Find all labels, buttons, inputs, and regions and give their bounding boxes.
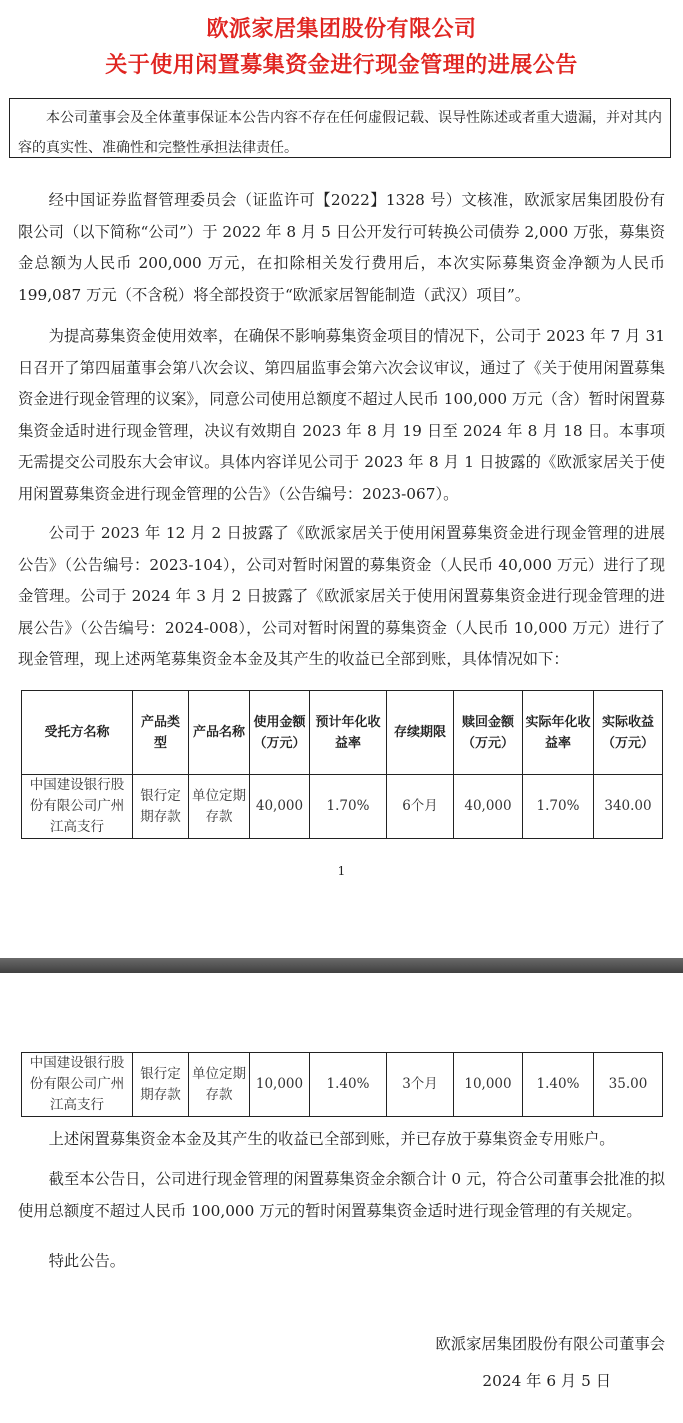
paragraph-funds-returned: 上述闲置募集资金本金及其产生的收益已全部到账，并已存放于募集资金专用账户。 <box>48 1130 615 1148</box>
cell-amount: 10,000 <box>250 1053 310 1117</box>
cell-trustee: 中国建设银行股份有限公司广州江高支行 <box>22 775 133 839</box>
cell-expected-rate: 1.40% <box>310 1053 387 1117</box>
cell-actual-income: 340.00 <box>594 775 663 839</box>
signature-org: 欧派家居集团股份有限公司董事会 <box>435 1335 665 1353</box>
disclaimer-box: 本公司董事会及全体董事保证本公告内容不存在任何虚假记载、误导性陈述或者重大遗漏，并对其内容的真实性、准确性和完整性承担法律责任。 <box>9 98 671 158</box>
cash-management-table-continued <box>21 1052 663 1117</box>
cell-term: 6个月 <box>387 775 454 839</box>
table-header-row <box>22 691 663 775</box>
header-redeemed: 赎回金额（万元） <box>454 691 523 775</box>
cell-amount: 40,000 <box>250 775 310 839</box>
cell-term: 3个月 <box>387 1053 454 1117</box>
header-actual-rate: 实际年化收益率 <box>523 691 594 775</box>
paragraph-balance: 截至本公告日，公司进行现金管理的闲置募集资金余额合计 0 元，符合公司董事会批准的拟使用总额度不超过人民币 100,000 万元的暂时闲置募集资金适时进行现金管理的有关规定。 <box>18 1170 665 1220</box>
paragraph-3: 公司于 2023 年 12 月 2 日披露了《欧派家居关于使用闲置募集资金进行现金管理的进展公告》（公告编号：2023-104），公司对暂时闲置的募集资金（人民币 40,000 万元）进行了现金管理。公司于 2024 年 3 月 2 日披露了《欧派家居关于使用闲置募集资金进行现金管理的进展公告》（公告编号：2024-008），公司对暂时闲置的募集资金（人民币 10,000 万元）进行了现金管理，现上述两笔募集资金本金及其产生的收益已全部到账，具体情况如下： <box>18 524 665 668</box>
header-expected-rate: 预计年化收益率 <box>310 691 387 775</box>
paragraph-2: 为提高募集资金使用效率，在确保不影响募集资金项目的情况下，公司于 2023 年 7 月 31 日召开了第四届董事会第八次会议、第四届监事会第六次会议审议，通过了《关于使用闲置募集资金进行现金管理的议案》，同意公司使用总额度不超过人民币 100,000 万元（含）暂时闲置募集资金适时进行现金管理，决议有效期自 2023 年 8 月 19 日至 2024 年 8 月 18 日。本事项无需提交公司股东大会审议。具体内容详见公司于 2023 年 8 月 1 日披露的《欧派家居关于使用闲置募集资金进行现金管理的公告》（公告编号：2023-067）。 <box>18 327 665 503</box>
header-term: 存续期限 <box>387 691 454 775</box>
cell-actual-rate: 1.70% <box>523 775 594 839</box>
header-actual-income: 实际收益（万元） <box>594 691 663 775</box>
header-product-type: 产品类型 <box>133 691 189 775</box>
paragraph-1: 经中国证券监督管理委员会（证监许可【2022】1328 号）文核准，欧派家居集团股份有限公司（以下简称“公司”）于 2022 年 8 月 5 日公开发行可转换公司债券 2,000 万张，募集资金总额为人民币 200,000 万元，在扣除相关发行费用后，本次实际募集资金净额为人民币 199,087 万元（不含税）将全部投资于“欧派家居智能制造（武汉）项目”。 <box>18 191 665 304</box>
cell-product-name: 单位定期存款 <box>189 775 250 839</box>
header-trustee: 受托方名称 <box>22 691 133 775</box>
header-product-name: 产品名称 <box>189 691 250 775</box>
page-number: 1 <box>337 864 346 878</box>
cell-product-name: 单位定期存款 <box>189 1053 250 1117</box>
signature-date: 2024 年 6 月 5 日 <box>482 1372 611 1390</box>
cash-management-table <box>21 690 663 839</box>
cell-product-type: 银行定期存款 <box>133 1053 189 1117</box>
table-row <box>22 1053 663 1117</box>
document-title: 欧派家居集团股份有限公司 <box>206 17 477 42</box>
cell-expected-rate: 1.70% <box>310 775 387 839</box>
table-row <box>22 775 663 839</box>
document-subtitle: 关于使用闲置募集资金进行现金管理的进展公告 <box>105 53 578 78</box>
cell-redeemed: 40,000 <box>454 775 523 839</box>
cell-actual-income: 35.00 <box>594 1053 663 1117</box>
paragraph-closing: 特此公告。 <box>48 1252 126 1270</box>
cell-product-type: 银行定期存款 <box>133 775 189 839</box>
cell-actual-rate: 1.40% <box>523 1053 594 1117</box>
cell-trustee: 中国建设银行股份有限公司广州江高支行 <box>22 1053 133 1117</box>
cell-redeemed: 10,000 <box>454 1053 523 1117</box>
header-amount: 使用金额（万元） <box>250 691 310 775</box>
page-separator <box>0 958 683 973</box>
